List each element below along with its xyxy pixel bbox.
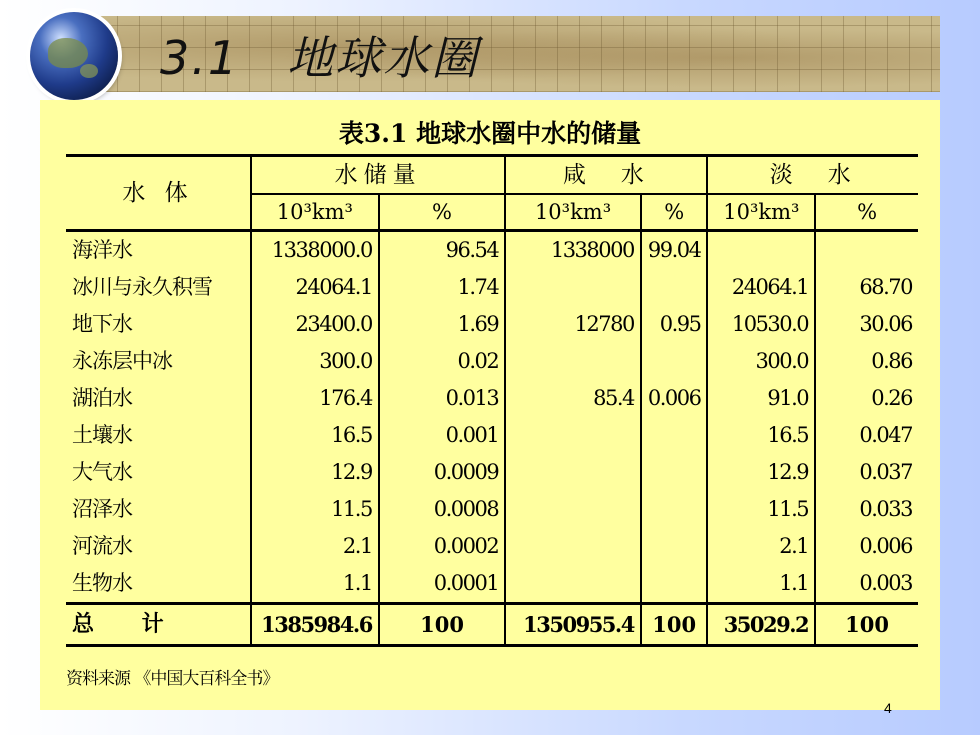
storage-volume-cell: 16.5 xyxy=(251,417,379,454)
fresh-volume-cell: 10530.0 xyxy=(707,306,815,343)
salt-percent-cell xyxy=(641,343,708,380)
table-row xyxy=(66,269,918,306)
salt-percent-cell xyxy=(641,454,708,491)
row-name: 永冻层中冰 xyxy=(66,343,251,380)
salt-volume-cell xyxy=(505,528,641,565)
fresh-volume-cell: 16.5 xyxy=(707,417,815,454)
page-number: 4 xyxy=(884,700,892,716)
total-salt-volume: 1350955.4 xyxy=(505,604,641,646)
salt-percent-cell: 99.04 xyxy=(641,231,708,270)
table-row xyxy=(66,306,918,343)
header-fresh-water: 淡 水 xyxy=(707,156,918,195)
table-row xyxy=(66,231,918,270)
salt-percent-cell xyxy=(641,417,708,454)
total-salt-percent: 100 xyxy=(641,604,708,646)
storage-percent-cell: 1.74 xyxy=(379,269,505,306)
salt-percent-cell xyxy=(641,269,708,306)
total-storage-volume: 1385984.6 xyxy=(251,604,379,646)
salt-volume-cell xyxy=(505,417,641,454)
table-panel xyxy=(40,100,940,710)
salt-percent-cell xyxy=(641,491,708,528)
storage-percent-cell: 0.02 xyxy=(379,343,505,380)
fresh-volume-cell: 1.1 xyxy=(707,565,815,604)
header-salt-water: 咸 水 xyxy=(505,156,707,195)
salt-volume-cell xyxy=(505,343,641,380)
header-unit-volume: 10³km³ xyxy=(251,194,379,231)
storage-volume-cell: 24064.1 xyxy=(251,269,379,306)
fresh-percent-cell xyxy=(815,231,918,270)
table-row xyxy=(66,528,918,565)
storage-percent-cell: 0.0009 xyxy=(379,454,505,491)
header-unit-percent: % xyxy=(641,194,708,231)
table-row xyxy=(66,454,918,491)
salt-percent-cell: 0.006 xyxy=(641,380,708,417)
salt-percent-cell xyxy=(641,565,708,604)
row-name: 河流水 xyxy=(66,528,251,565)
total-storage-percent: 100 xyxy=(379,604,505,646)
row-name: 土壤水 xyxy=(66,417,251,454)
storage-volume-cell: 2.1 xyxy=(251,528,379,565)
fresh-volume-cell: 91.0 xyxy=(707,380,815,417)
fresh-percent-cell: 0.86 xyxy=(871,349,912,373)
header-unit-volume: 10³km³ xyxy=(707,194,815,231)
storage-volume-cell: 300.0 xyxy=(251,343,379,380)
storage-percent-cell: 0.001 xyxy=(379,417,505,454)
table-row xyxy=(66,491,918,528)
storage-volume-cell: 1338000.0 xyxy=(251,231,379,270)
row-name: 沼泽水 xyxy=(66,491,251,528)
storage-percent-cell: 0.0001 xyxy=(379,565,505,604)
storage-volume-cell: 1.1 xyxy=(251,565,379,604)
storage-percent-cell: 96.54 xyxy=(379,231,505,270)
row-name: 湖泊水 xyxy=(66,380,251,417)
table-title: 表3.1 地球水圈中水的储量 xyxy=(338,119,642,148)
table-row xyxy=(66,417,918,454)
fresh-percent-cell: 0.006 xyxy=(859,534,912,558)
fresh-volume-cell xyxy=(707,231,815,270)
storage-volume-cell: 176.4 xyxy=(251,380,379,417)
source-note: 资料来源 《中国大百科全书》 xyxy=(66,669,279,689)
row-name: 海洋水 xyxy=(66,231,251,270)
fresh-volume-cell: 11.5 xyxy=(707,491,815,528)
salt-volume-cell xyxy=(505,454,641,491)
slide-title: 3.1 地球水圈 xyxy=(160,31,480,85)
salt-percent-cell xyxy=(641,528,708,565)
row-name: 生物水 xyxy=(66,565,251,604)
total-row xyxy=(66,604,918,646)
fresh-percent-cell: 0.037 xyxy=(859,460,912,484)
fresh-volume-cell: 300.0 xyxy=(707,343,815,380)
salt-volume-cell xyxy=(505,565,641,604)
globe-icon xyxy=(30,12,118,100)
table-row xyxy=(66,343,918,380)
storage-percent-cell: 0.0008 xyxy=(379,491,505,528)
salt-volume-cell: 85.4 xyxy=(505,380,641,417)
total-fresh-percent: 100 xyxy=(815,604,918,646)
salt-volume-cell: 1338000 xyxy=(505,231,641,270)
header-unit-volume: 10³km³ xyxy=(505,194,641,231)
header-unit-percent: % xyxy=(379,194,505,231)
table-row xyxy=(66,565,918,604)
storage-percent-cell: 1.69 xyxy=(379,306,505,343)
storage-percent-cell: 0.013 xyxy=(379,380,505,417)
fresh-percent-cell: 30.06 xyxy=(859,312,912,336)
row-name: 地下水 xyxy=(66,306,251,343)
row-name: 冰川与永久积雪 xyxy=(66,269,251,306)
total-fresh-volume: 35029.2 xyxy=(707,604,815,646)
table-row xyxy=(66,380,918,417)
header-storage: 水储量 xyxy=(251,156,505,195)
fresh-volume-cell: 24064.1 xyxy=(707,269,815,306)
fresh-percent-cell: 0.26 xyxy=(871,386,912,410)
header-water-body: 水 体 xyxy=(66,156,251,231)
water-storage-table xyxy=(66,154,918,647)
fresh-percent-cell: 0.033 xyxy=(859,497,912,521)
storage-volume-cell: 23400.0 xyxy=(251,306,379,343)
fresh-percent-cell: 0.003 xyxy=(859,571,912,595)
total-label: 总 计 xyxy=(66,604,251,646)
storage-percent-cell: 0.0002 xyxy=(379,528,505,565)
salt-volume-cell xyxy=(505,269,641,306)
fresh-percent-cell: 0.047 xyxy=(859,423,912,447)
storage-volume-cell: 11.5 xyxy=(251,491,379,528)
fresh-volume-cell: 12.9 xyxy=(707,454,815,491)
header-unit-percent: % xyxy=(815,194,918,231)
salt-volume-cell xyxy=(505,491,641,528)
row-name: 大气水 xyxy=(66,454,251,491)
storage-volume-cell: 12.9 xyxy=(251,454,379,491)
fresh-percent-cell: 68.70 xyxy=(859,275,912,299)
fresh-volume-cell: 2.1 xyxy=(707,528,815,565)
salt-percent-cell: 0.95 xyxy=(641,306,708,343)
salt-volume-cell: 12780 xyxy=(505,306,641,343)
